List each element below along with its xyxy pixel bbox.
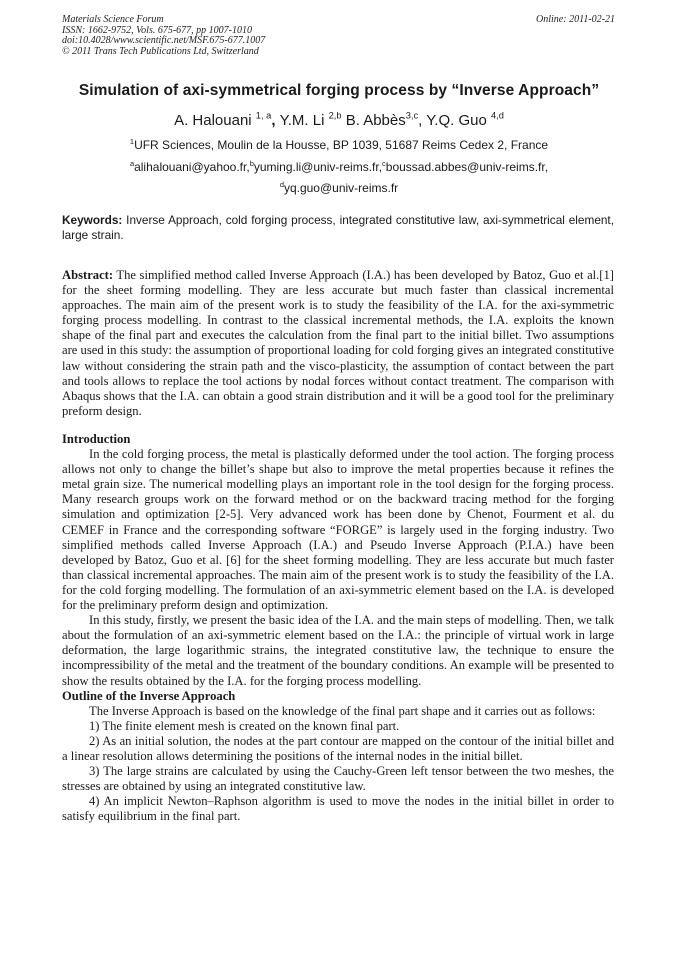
introduction-paragraph-1: In the cold forging process, the metal is plastically deformed under the tool action. The forging process allows not only to change the billet’s shape but also to improve the metal properties because it refines the metal grain size. The numerical modelling plays an important role in the tool design for the forging process. Many research groups work on the forward method or on the backward tracing method for the forging simulation and optimization [2-5]. Very advanced work has been done by Chenot, Fourment et al. du CEMEF in France and the corresponding software “FORGE” is largely used in the forging industry. Two simplified methods called Inverse Approach (I.A.) and Pseudo Inverse Approach (P.I.A.) have been developed by Batoz, Guo et al. [6] for the sheet forming modelling. They are less accurate but much faster than classical incremental approaches. The main aim of the present work is to study the feasibility of the I.A. for the cold forging modelling. The formulation of an axi-symmetric element based on the I.A. is developed for the preliminary preform design and optimization. [62, 447, 614, 613]
introduction-paragraph-2: In this study, firstly, we present the basic idea of the I.A. and the main steps of modelling. Then, we talk about the formulation of an axi-symmetric element based on the I.A.: the principle of virtual work in large deformation, the large logarithmic strains, the integrated constitutive law, the technique to ensure the incompressibility of the metal and the treatment of the boundary conditions. An example will be presented to show the results obtained by the I.A. for the forging process modelling. [62, 613, 614, 688]
paper-title: Simulation of axi-symmetrical forging process by “Inverse Approach” [78, 82, 600, 99]
author-separator: , [418, 112, 427, 129]
copyright-line: © 2011 Trans Tech Publications Ltd, Switzerland [62, 45, 259, 57]
online-date: Online: 2011-02-21 [536, 14, 615, 25]
keywords-label: Keywords: [62, 213, 123, 227]
outline-step-1: 1) The finite element mesh is created on the known final part. [89, 718, 400, 733]
outline-step-4: 4) An implicit Newton–Raphson algorithm is used to move the nodes in the initial billet in order to satisfy equilibrium in the final part. [62, 794, 614, 824]
author-affiliation-mark: 1, a [255, 110, 272, 121]
author-name: Y.M. Li [279, 112, 329, 129]
journal-name: Materials Science Forum [62, 14, 164, 25]
email-mark: c [382, 158, 386, 168]
affiliation [0, 138, 678, 152]
doi-line: doi:10.4028/www.scientific.net/MSF.675-677.1007 [62, 35, 266, 46]
journal-header [62, 15, 265, 57]
email-c: boussad.abbes@univ-reims.fr, [385, 160, 549, 174]
email-b: yuming.li@univ-reims.fr, [253, 160, 383, 174]
outline-step-2: 2) As an initial solution, the nodes at the part contour are mapped on the contour of the initial billet and a linear resolution allows determining the positions of the internal nodes in the initial billet. [62, 733, 614, 763]
section-heading-introduction: Introduction [62, 432, 131, 446]
author-list [0, 112, 678, 129]
outline-paragraph: The Inverse Approach is based on the knowledge of the final part shape and it carries out as follows: [89, 703, 596, 718]
affiliation-mark: 1 [129, 136, 135, 146]
author-name: A. Halouani [174, 112, 256, 129]
outline-step-3: 3) The large strains are calculated by using the Cauchy-Green left tensor between the two meshes, the stresses are obtained by using an integrated constitutive law. [62, 764, 614, 794]
keywords-text: Inverse Approach, cold forging process, integrated constitutive law, axi-symmetrical element, large strain. [62, 213, 614, 242]
author-affiliation-mark: 4,d [490, 110, 504, 121]
body-sections [62, 432, 614, 824]
author-name: Y.Q. Guo [426, 112, 491, 129]
author-affiliation-mark: 3,c [405, 110, 419, 121]
author-name: B. Abbès [345, 112, 406, 129]
affiliation-text: UFR Sciences, Moulin de la Housse, BP 1039, 51687 Reims Cedex 2, France [134, 138, 549, 152]
abstract-text: The simplified method called Inverse Approach (I.A.) has been developed by Batoz, Guo et al.[1] for the sheet forming modelling. They are less accurate but much faster than classical incremental approaches. The main aim of the present work is to study the feasibility of the I.A. for the axi-symmetric forging process modelling. In contrast to the classical incremental methods, the I.A. exploits the known shape of the final part and executes the calculation from the final part to the initial billet. Two assumptions are used in this study: the assumption of proportional loading for cold forging gives an integrated constitutive law without considering the strain path and the visco-plasticity, the assumption of contact between the part and tools allows to replace the tool actions by nodal forces without contact treatment. The comparison with Abaqus shows that the I.A. can obtain a good strain distribution and it will be a good tool for the preliminary preform design. [62, 268, 614, 418]
email-mark: a [129, 158, 135, 168]
issn-line: ISSN: 1662-9752, Vols. 675-677, pp 1007-1010 [62, 24, 252, 36]
email-line-2 [0, 181, 678, 195]
abstract-label: Abstract: [62, 268, 114, 282]
email-a: alihalouani@yahoo.fr, [134, 160, 250, 174]
email-d: yq.guo@univ-reims.fr [283, 181, 399, 195]
author-separator: , [271, 112, 280, 129]
section-heading-outline: Outline of the Inverse Approach [62, 688, 236, 703]
keywords [62, 213, 614, 243]
email-mark: b [249, 158, 254, 168]
abstract [62, 268, 614, 419]
author-affiliation-mark: 2,b [328, 110, 342, 121]
email-mark: d [279, 179, 284, 189]
email-line-1 [0, 160, 678, 174]
